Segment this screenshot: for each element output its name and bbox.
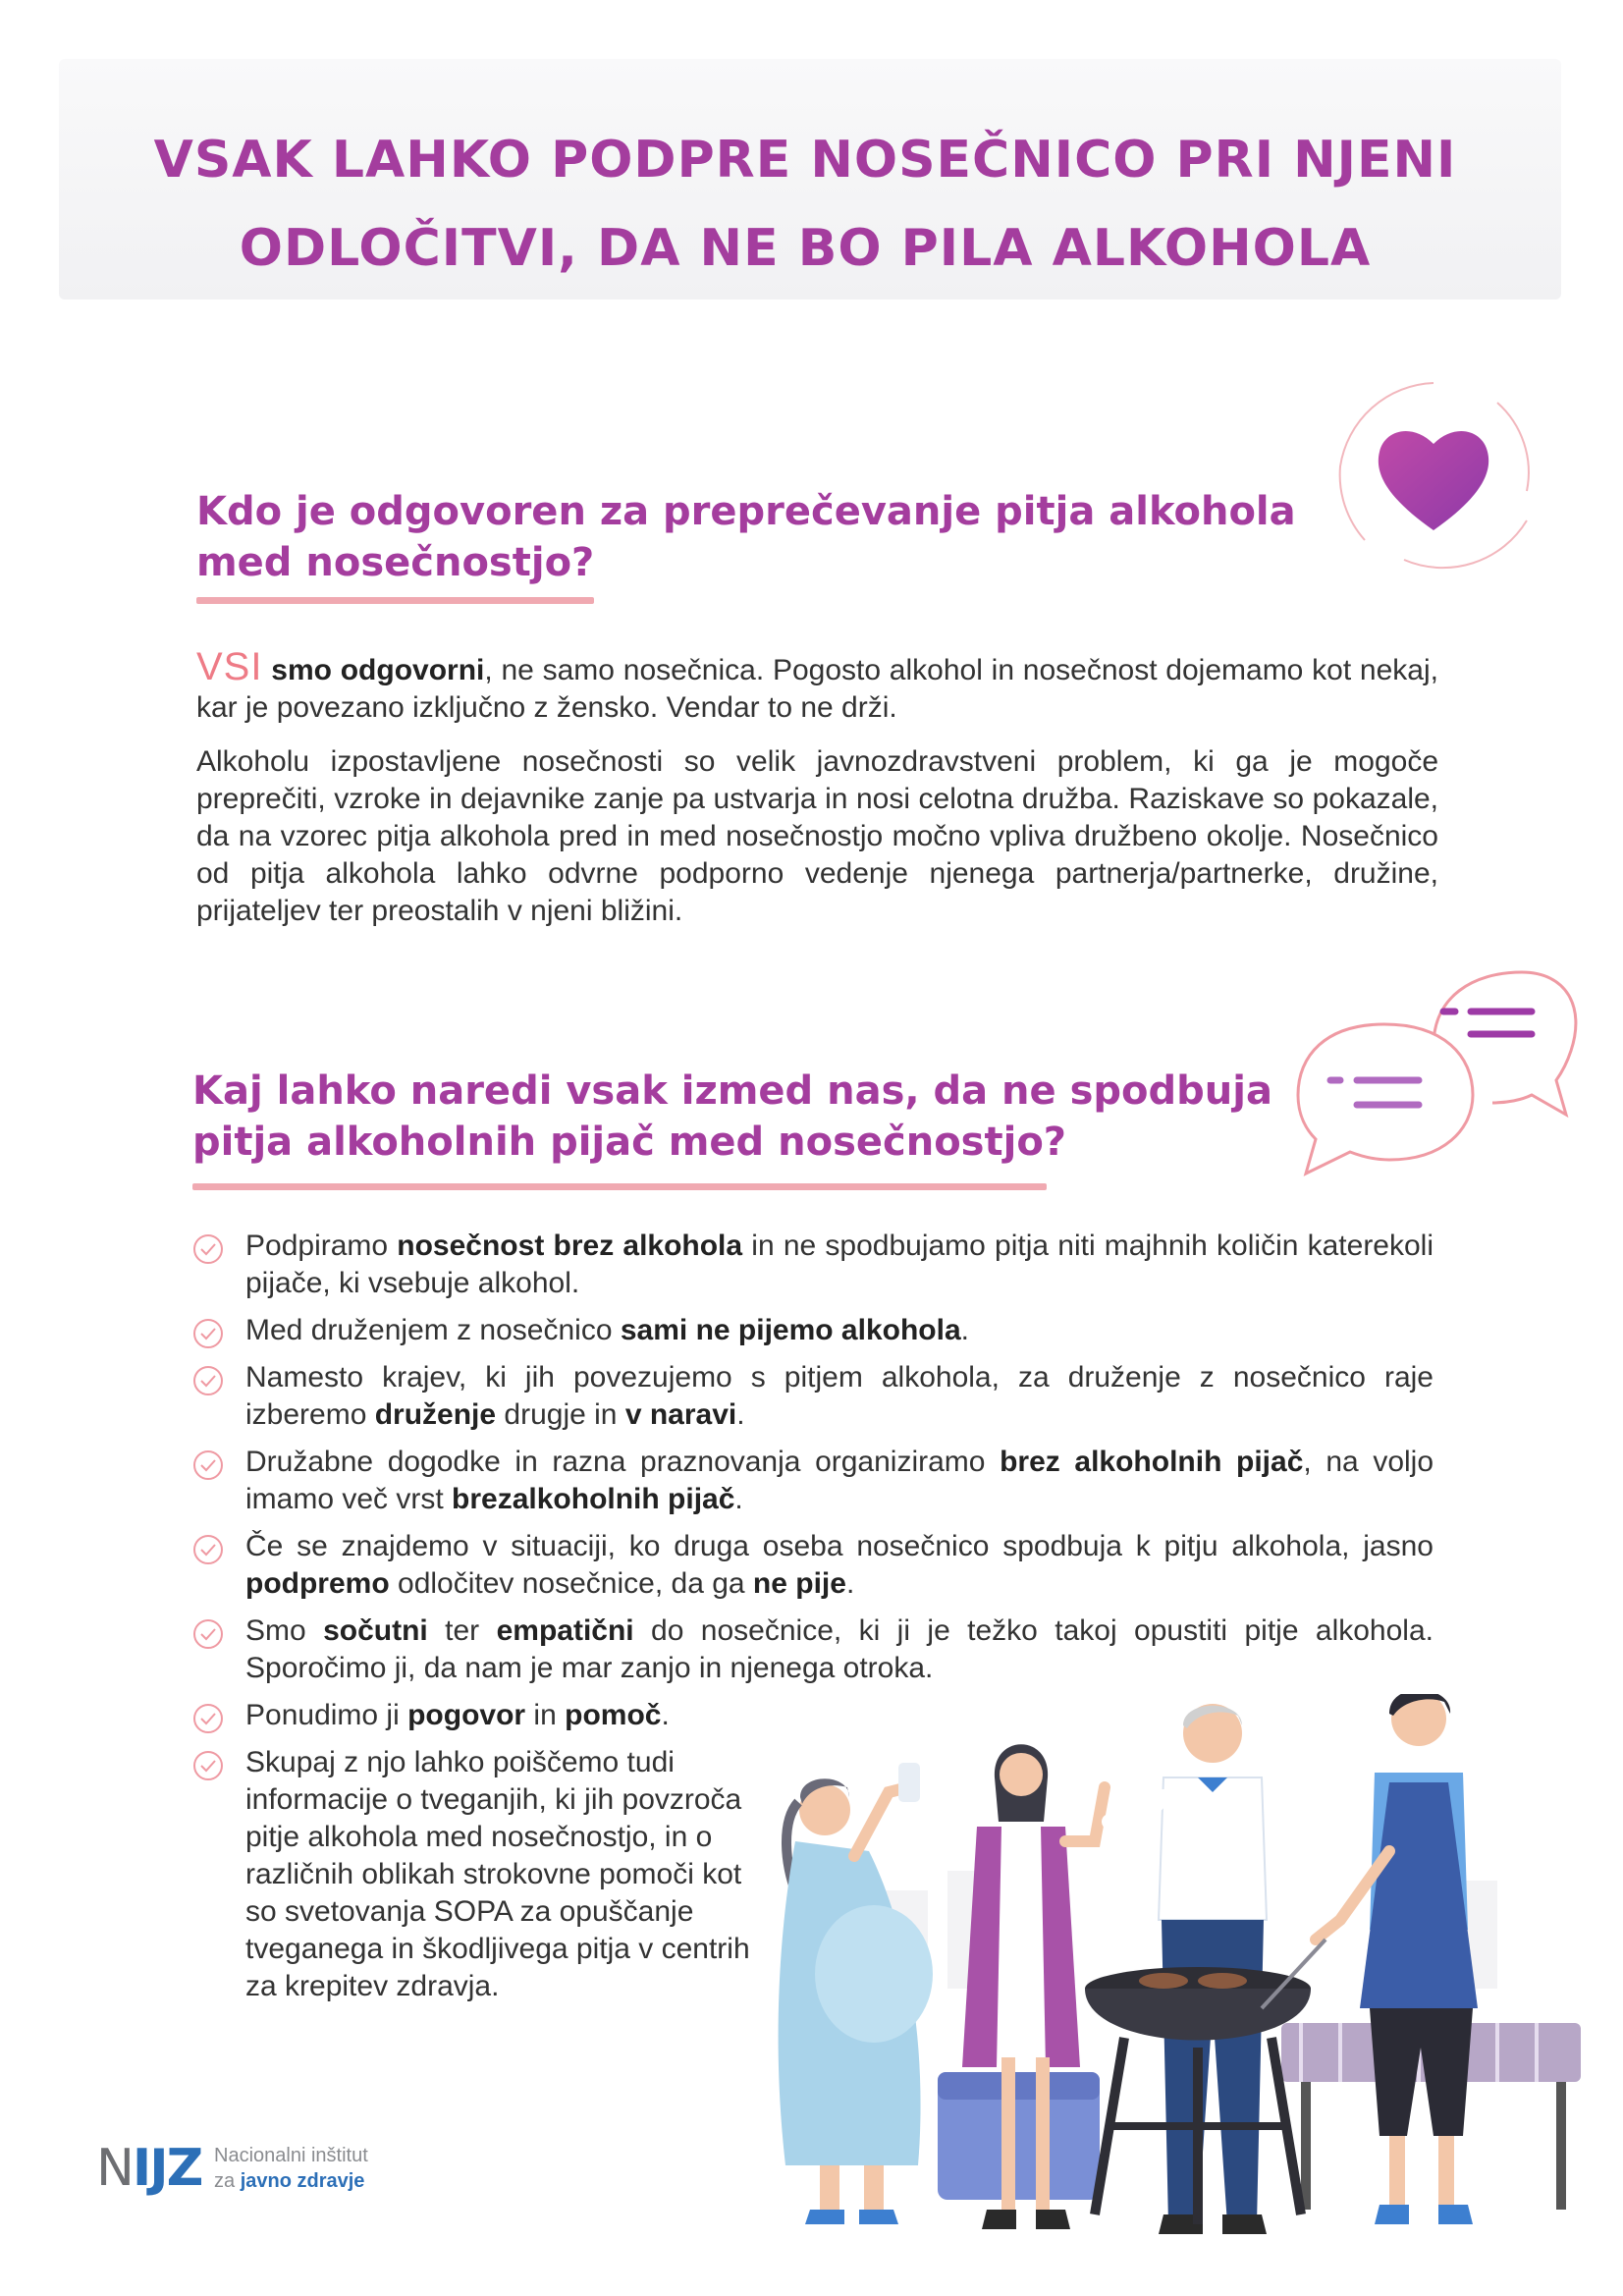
list-item: Družabne dogodke in razna praznovanja organiziramo brez alkoholnih pijač, na voljo imamo več vrst brezalkoholnih pijač. (191, 1444, 1434, 1518)
check-circle-icon (191, 1749, 225, 1782)
section1-underline (196, 597, 594, 604)
logo-text: Nacionalni inštitut za javno zdravje (214, 2145, 368, 2192)
logo-mark: NIJZ (96, 2139, 202, 2198)
title-line-1: VSAK LAHKO PODPRE NOSEČNICO PRI NJENI (153, 131, 1457, 190)
intro-rest: , ne samo nosečnica. Pogosto alkohol in nosečnost dojemamo kot nekaj, kar je povezano izključno z žensko. Vendar to ne drži. (196, 654, 1438, 724)
section1-intro (196, 645, 1438, 727)
list-item: Smo sočutni ter empatični do nosečnice, ki ji je težko takoj opustiti pitje alkohola. Sporočimo ji, da nam je mar zanjo in njenega otroka. (191, 1613, 1434, 1687)
section2-underline (192, 1183, 1047, 1190)
list-item: Skupaj z njo lahko poiščemo tudi informacije o tveganjih, ki jih povzroča pitje alkohola med nosečnostjo, in o različnih oblikah strokovne pomoči kot so svetovanja SOPA za opuščanje tveganega in škodljivega pitja v centrih za krepitev zdravja. (191, 1744, 766, 2005)
section2-heading-line-2: pitja alkoholnih pijač med nosečnostjo? (192, 1120, 1066, 1165)
barbecue-illustration (751, 1694, 1586, 2244)
list-item: Med druženjem z nosečnico sami ne pijemo alkohola. (191, 1312, 1434, 1349)
section1-paragraph-2: Alkoholu izpostavljene nosečnosti so velik javnozdravstveni problem, ki ga je mogoče preprečiti, vzroke in dejavnike zanje pa ustvarja in nosi celotna družba. Raziskave so pokazale, da na vzorec pitja alkohola pred in med nosečnostjo močno vpliva družbeno okolje. Nosečnico od pitja alkohola lahko odvrne podporno vedenje njenega partnerja/partnerke, družine, prijateljev ter preostalih v njeni bližini. (196, 745, 1438, 927)
section1-heading (196, 486, 1325, 588)
list-item: Podpiramo nosečnost brez alkohola in ne spodbujamo pitja niti majhnih količin katerekoli pijače, ki vsebuje alkohol. (191, 1228, 1434, 1302)
list-item: Če se znajdemo v situaciji, ko druga oseba nosečnico spodbuja k pitju alkohola, jasno podpremo odločitev nosečnice, da ga ne pije. (191, 1528, 1434, 1603)
section2-heading (192, 1066, 1292, 1168)
page-title (98, 116, 1512, 293)
check-circle-icon (191, 1317, 225, 1350)
check-circle-icon (191, 1364, 225, 1397)
section2-heading-line-1: Kaj lahko naredi vsak izmed nas, da ne spodbuja (192, 1068, 1272, 1114)
vsi-word: VSI (196, 645, 263, 688)
chat-bubbles-icon (1286, 957, 1581, 1183)
list-item: Namesto krajev, ki jih povezujemo s pitjem alkohola, za druženje z nosečnico raje izberemo druženje drugje in v naravi. (191, 1359, 1434, 1434)
section1-heading-line-2: med nosečnostjo? (196, 540, 595, 585)
title-line-2: ODLOČITVI, DA NE BO PILA ALKOHOLA (239, 219, 1372, 278)
check-circle-icon (191, 1533, 225, 1566)
heart-icon (1325, 373, 1542, 579)
check-circle-icon (191, 1449, 225, 1482)
list-item: Ponudimo ji pogovor in pomoč. (191, 1697, 1434, 1734)
intro-bold: smo odgovorni (271, 654, 485, 686)
section1-heading-line-1: Kdo je odgovoren za preprečevanje pitja alkohola (196, 489, 1296, 534)
nijz-logo (96, 2139, 410, 2217)
check-circle-icon (191, 1232, 225, 1266)
check-circle-icon (191, 1702, 225, 1735)
check-circle-icon (191, 1617, 225, 1651)
